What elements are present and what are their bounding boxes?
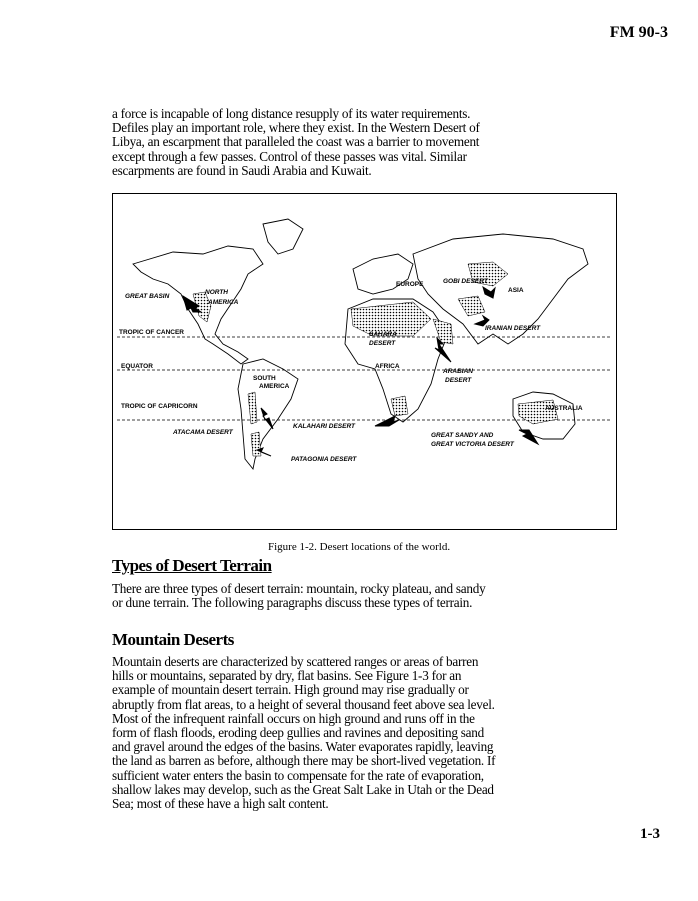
figure-caption: Figure 1-2. Desert locations of the world. xyxy=(268,541,451,553)
label-tropic-of-cancer: TROPIC OF CANCER xyxy=(119,329,184,336)
europe-outline xyxy=(353,254,413,294)
label-great-basin: GREAT BASIN xyxy=(125,293,170,300)
kalahari-desert-area xyxy=(391,396,408,416)
australian-desert-area xyxy=(518,400,558,424)
iranian-desert-area xyxy=(458,296,485,316)
label-australia: AUSTRALIA xyxy=(545,405,583,412)
label-europe: EUROPE xyxy=(396,281,424,288)
page-number: 1-3 xyxy=(640,826,660,842)
intro-paragraph: a force is incapable of long distance resupply of its water requirements. Defiles play an important role, where they exist. In the Western Desert of Libya, an escarpment that paralleled the coast was a barrier to movement except through a few passes. Control of these passes was vital. Similar escarpments are found in Saudi Arabia and Kuwait. xyxy=(112,106,480,178)
label-patagonia: PATAGONIA DESERT xyxy=(291,456,357,463)
gobi-arrow xyxy=(483,287,495,298)
world-desert-map-figure xyxy=(112,193,617,530)
section-heading-mountain: Mountain Deserts xyxy=(112,630,234,649)
label-south-america-2: AMERICA xyxy=(259,383,290,390)
patagonia-desert-area xyxy=(251,432,261,456)
label-asia: ASIA xyxy=(508,287,524,294)
atacama-arrow xyxy=(261,408,273,429)
kalahari-arrow xyxy=(375,416,399,426)
label-sahara-2: DESERT xyxy=(369,340,396,347)
label-atacama: ATACAMA DESERT xyxy=(173,429,233,436)
types-paragraph: There are three types of desert terrain: mountain, rocky plateau, and sandy or dune terrain. The following paragraphs discuss these types of terrain. xyxy=(112,581,486,611)
label-north-america: NORTH xyxy=(205,289,228,296)
label-great-sandy: GREAT SANDY AND xyxy=(431,432,494,439)
greenland-outline xyxy=(263,219,303,254)
label-gobi: GOBI DESERT xyxy=(443,278,488,285)
label-equator: EQUATOR xyxy=(121,363,153,370)
label-iranian: IRANIAN DESERT xyxy=(485,325,541,332)
section-heading-types: Types of Desert Terrain xyxy=(112,556,272,575)
label-africa: AFRICA xyxy=(375,363,400,370)
label-kalahari: KALAHARI DESERT xyxy=(293,423,355,430)
label-sahara: SAHARA xyxy=(369,331,397,338)
label-south-america: SOUTH xyxy=(253,375,276,382)
label-north-america-2: AMERICA xyxy=(208,299,239,306)
world-map xyxy=(113,194,615,528)
label-great-victoria: GREAT VICTORIA DESERT xyxy=(431,441,514,448)
australia-arrow xyxy=(519,430,538,444)
label-arabian: ARABIAN xyxy=(443,368,473,375)
label-arabian-2: DESERT xyxy=(445,377,472,384)
atacama-desert-area xyxy=(248,392,257,424)
mountain-paragraph: Mountain deserts are characterized by scattered ranges or areas of barren hills or mountains, separated by dry, flat basins. See Figure 1-3 for an example of mountain desert terrain. High ground may rise gradually or abruptly from flat areas, to a height of several thousand feet above sea level. Most of the infrequent rainfall occurs on high ground and runs off in the form of flash floods, eroding deep gullies and ravines and depositing sand and gravel around the edges of the basins. Water evaporates rapidly, leaving the land as barren as before, although there may be short-lived vegetation. If sufficient water enters the basin to compensate for the rate of evaporation, shallow lakes may develop, such as the Great Salt Lake in Utah or the Dead Sea; most of these have a high salt content. xyxy=(112,654,496,812)
label-tropic-of-capricorn: TROPIC OF CAPRICORN xyxy=(121,403,198,410)
arabian-desert-area xyxy=(433,319,453,344)
page-header-code: FM 90-3 xyxy=(609,24,668,41)
